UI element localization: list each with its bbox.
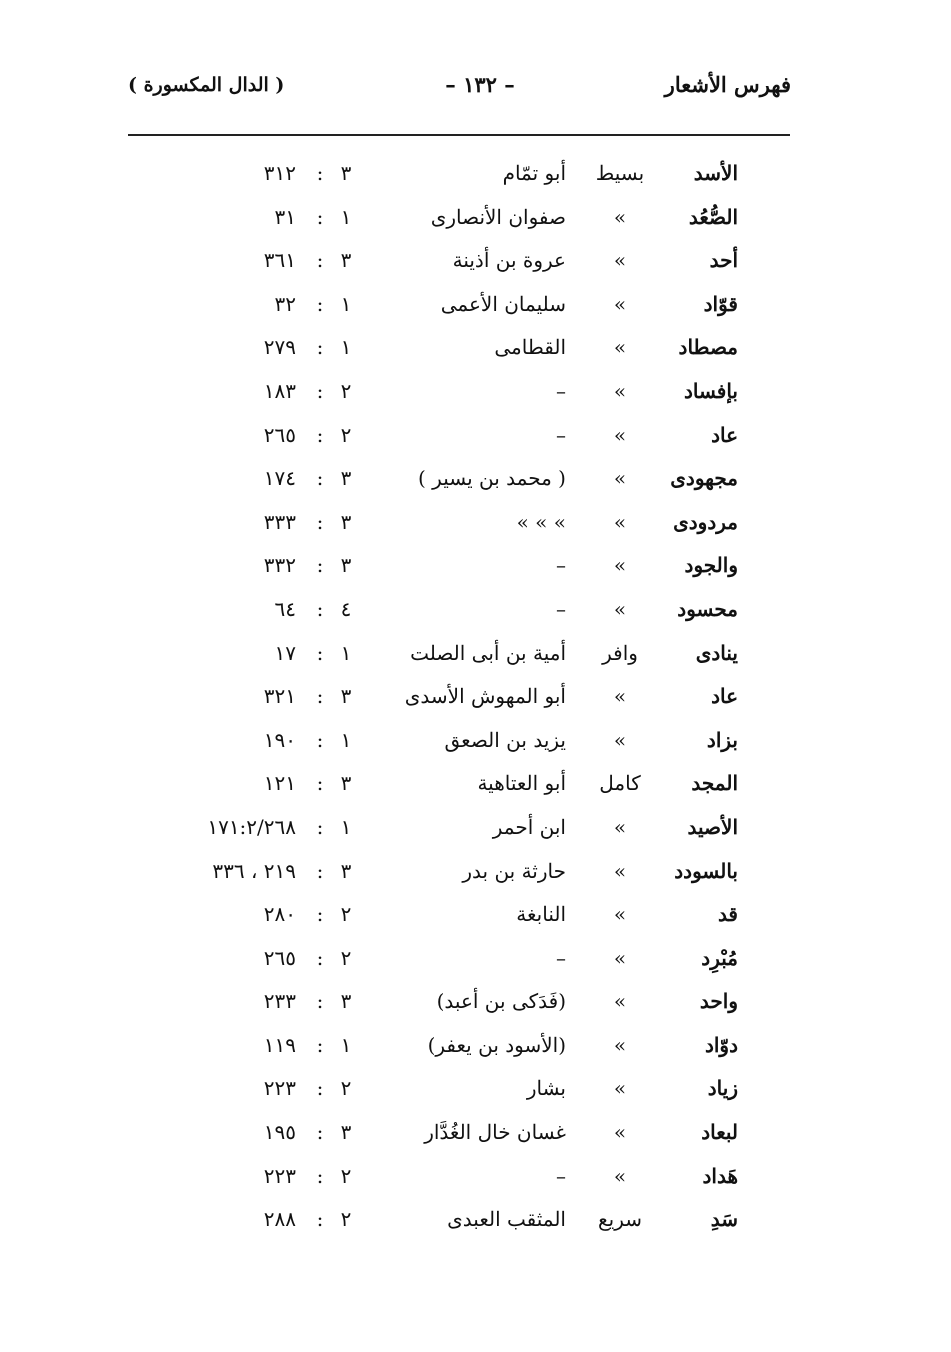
poet-name: –: [556, 1163, 566, 1188]
meter: بسيط: [595, 161, 645, 185]
table-row: [0, 414, 951, 458]
rhyme-word: أحد: [709, 248, 738, 273]
separator: :: [316, 640, 324, 665]
page-reference: ٦٤: [274, 596, 296, 621]
volume-number: ٣: [340, 161, 352, 185]
table-row: [0, 544, 951, 588]
volume-number: ١: [340, 814, 352, 839]
separator: :: [316, 204, 324, 229]
table-row: [0, 588, 951, 632]
rhyme-word: دوّاد: [704, 1032, 738, 1057]
separator: :: [316, 248, 324, 273]
volume-number: ٢: [340, 1207, 352, 1232]
poet-name: (الأسود بن يعفر): [427, 1032, 566, 1057]
separator: :: [316, 989, 324, 1014]
table-row: [0, 1067, 951, 1111]
volume-number: ١: [340, 291, 352, 316]
rhyme-word: الأصيد: [687, 814, 738, 839]
table-row: [0, 980, 951, 1024]
poet-name: صفوان الأنصارى: [430, 204, 566, 229]
table-row: [0, 501, 951, 545]
volume-number: ٣: [340, 989, 352, 1014]
section-title: ( الدال المكسورة ): [128, 74, 285, 96]
meter: »: [613, 291, 627, 316]
page-reference: ١٩٥: [263, 1120, 296, 1145]
poet-name: –: [556, 596, 566, 621]
page-reference: ٣٣٢: [263, 553, 296, 578]
separator: :: [316, 1207, 324, 1232]
volume-number: ٢: [340, 1163, 352, 1188]
meter: »: [613, 378, 627, 403]
rhyme-word: مردودى: [673, 509, 738, 534]
volume-number: ٣: [340, 509, 352, 534]
page-reference: ٢٢٣: [263, 1076, 296, 1101]
volume-number: ٣: [340, 466, 352, 491]
page-reference: ٣٢١: [263, 684, 296, 709]
separator: :: [316, 1032, 324, 1057]
page-reference: ١١٩: [263, 1032, 296, 1057]
table-row: [0, 762, 951, 806]
meter: »: [613, 902, 627, 927]
separator: :: [316, 814, 324, 839]
poet-name: » » »: [516, 509, 566, 534]
table-row: [0, 632, 951, 676]
separator: :: [316, 509, 324, 534]
page-reference: ٣٣٣: [263, 509, 296, 534]
separator: :: [316, 378, 324, 403]
separator: :: [316, 902, 324, 927]
volume-number: ١: [340, 727, 352, 752]
meter: »: [613, 945, 627, 970]
table-row: [0, 239, 951, 283]
meter: »: [613, 858, 627, 883]
poet-name: –: [556, 945, 566, 970]
separator: :: [316, 466, 324, 491]
poet-name: ابن أحمر: [492, 814, 566, 839]
page-reference: ١٧٤: [263, 466, 296, 491]
meter: »: [613, 248, 627, 273]
page-reference: ٣١٢: [263, 161, 296, 185]
meter: »: [613, 1163, 627, 1188]
page-number: – ١٣٢ –: [445, 72, 515, 97]
rhyme-word: هَداد: [702, 1163, 738, 1188]
volume-number: ٣: [340, 684, 352, 709]
separator: :: [316, 727, 324, 752]
meter: كامل: [599, 771, 641, 796]
page-reference: ٢٦٥: [263, 422, 296, 447]
page-header: [0, 72, 951, 112]
rhyme-word: والجود: [684, 553, 738, 578]
separator: :: [316, 945, 324, 970]
poet-name: أبو المهوش الأسدى: [404, 684, 566, 709]
page-reference: ٢٧٩: [263, 335, 296, 360]
meter: »: [613, 814, 627, 839]
table-row: [0, 719, 951, 763]
separator: :: [316, 161, 324, 185]
page-reference: ٢١٩ ، ٣٣٦: [212, 858, 296, 883]
separator: :: [316, 422, 324, 447]
volume-number: ١: [340, 1032, 352, 1057]
volume-number: ٤: [340, 596, 352, 621]
table-row: [0, 457, 951, 501]
poet-name: عروة بن أذينة: [452, 248, 566, 273]
page-reference: ١٢١: [263, 771, 296, 796]
poet-name: أمية بن أبى الصلت: [410, 640, 566, 665]
table-row: [0, 1024, 951, 1068]
table-row: [0, 937, 951, 981]
page-reference: ٢٨٨: [263, 1207, 296, 1232]
poet-name: –: [556, 378, 566, 403]
poet-name: أبو تمّام: [502, 161, 566, 185]
separator: :: [316, 335, 324, 360]
meter: »: [613, 335, 627, 360]
volume-number: ٣: [340, 248, 352, 273]
poet-name: النابغة: [516, 902, 566, 927]
rhyme-word: المجد: [691, 771, 738, 796]
poet-name: بشار: [526, 1076, 566, 1101]
table-row: [0, 152, 951, 196]
page-reference: ٣٢: [274, 291, 296, 316]
volume-number: ٣: [340, 771, 352, 796]
header-rule: [128, 134, 790, 136]
table-row: [0, 326, 951, 370]
table-row: [0, 1111, 951, 1155]
meter: »: [613, 684, 627, 709]
table-row: [0, 806, 951, 850]
page-reference: ١٩٠: [263, 727, 296, 752]
rhyme-word: الأسد: [693, 161, 738, 185]
poet-name: حارثة بن بدر: [462, 858, 566, 883]
meter: »: [613, 422, 627, 447]
page-reference: ٢٦٥: [263, 945, 296, 970]
meter: »: [613, 596, 627, 621]
rhyme-word: محسود: [677, 596, 738, 621]
poetry-index-table: [0, 152, 951, 1242]
table-row: [0, 196, 951, 240]
poet-name: أبو العتاهية: [477, 771, 566, 796]
page-reference: ١٧: [274, 640, 296, 665]
rhyme-word: مجهودى: [670, 466, 738, 491]
meter: »: [613, 989, 627, 1014]
table-row: [0, 675, 951, 719]
page-reference: ١٨٣: [263, 378, 296, 403]
poet-name: يزيد بن الصعق: [444, 727, 566, 752]
page-reference: ٢٨٠: [263, 902, 296, 927]
volume-number: ٢: [340, 902, 352, 927]
meter: وافر: [602, 640, 638, 665]
rhyme-word: الصُّعُد: [688, 204, 738, 229]
rhyme-word: سَدِ: [710, 1207, 738, 1232]
rhyme-word: مُبْرِد: [701, 945, 738, 970]
separator: :: [316, 684, 324, 709]
volume-number: ١: [340, 335, 352, 360]
volume-number: ٢: [340, 945, 352, 970]
separator: :: [316, 1163, 324, 1188]
page-reference: ٣١: [274, 204, 296, 229]
rhyme-word: بإفساد: [683, 378, 738, 403]
meter: »: [613, 1032, 627, 1057]
volume-number: ٣: [340, 1120, 352, 1145]
poet-name: غسان خال الغُدَّار: [424, 1120, 566, 1145]
volume-number: ٢: [340, 1076, 352, 1101]
meter: »: [613, 1076, 627, 1101]
table-row: [0, 1155, 951, 1199]
table-row: [0, 370, 951, 414]
rhyme-word: عاد: [711, 684, 738, 709]
rhyme-word: قد: [717, 902, 738, 927]
poet-name: سليمان الأعمى: [440, 291, 566, 316]
poet-name: القطامى: [494, 335, 566, 360]
poet-name: (فَدَكى بن أعبد): [436, 989, 566, 1014]
table-row: [0, 893, 951, 937]
meter: »: [613, 727, 627, 752]
rhyme-word: عاد: [711, 422, 738, 447]
volume-number: ٢: [340, 422, 352, 447]
volume-number: ١: [340, 640, 352, 665]
separator: :: [316, 596, 324, 621]
volume-number: ٣: [340, 858, 352, 883]
page-reference: ٢٣٣: [263, 989, 296, 1014]
poet-name: ( محمد بن يسير ): [418, 466, 566, 491]
rhyme-word: واحد: [699, 989, 738, 1014]
table-row: [0, 283, 951, 327]
rhyme-word: بزاد: [706, 727, 738, 752]
volume-number: ٣: [340, 553, 352, 578]
poet-name: –: [556, 422, 566, 447]
poet-name: المثقب العبدى: [447, 1207, 566, 1232]
page-reference: ٣٦١: [263, 248, 296, 273]
separator: :: [316, 291, 324, 316]
rhyme-word: بالسودد: [674, 858, 738, 883]
meter: »: [613, 553, 627, 578]
rhyme-word: ينادى: [695, 640, 738, 665]
page-reference: ٢٢٣: [263, 1163, 296, 1188]
rhyme-word: لبعاد: [701, 1120, 738, 1145]
meter: »: [613, 204, 627, 229]
rhyme-word: مصطاد: [678, 335, 738, 360]
separator: :: [316, 771, 324, 796]
separator: :: [316, 553, 324, 578]
meter: »: [613, 466, 627, 491]
meter: سريع: [597, 1207, 642, 1232]
page-reference: ١٧١:٢/٢٦٨: [207, 814, 296, 839]
rhyme-word: زياد: [707, 1076, 738, 1101]
volume-number: ٢: [340, 378, 352, 403]
separator: :: [316, 1076, 324, 1101]
separator: :: [316, 858, 324, 883]
poet-name: –: [556, 553, 566, 578]
running-title: فهرس الأشعار: [664, 72, 791, 97]
meter: »: [613, 509, 627, 534]
meter: »: [613, 1120, 627, 1145]
volume-number: ١: [340, 204, 352, 229]
table-row: [0, 850, 951, 894]
rhyme-word: قوّاد: [703, 291, 738, 316]
table-row: [0, 1198, 951, 1242]
separator: :: [316, 1120, 324, 1145]
